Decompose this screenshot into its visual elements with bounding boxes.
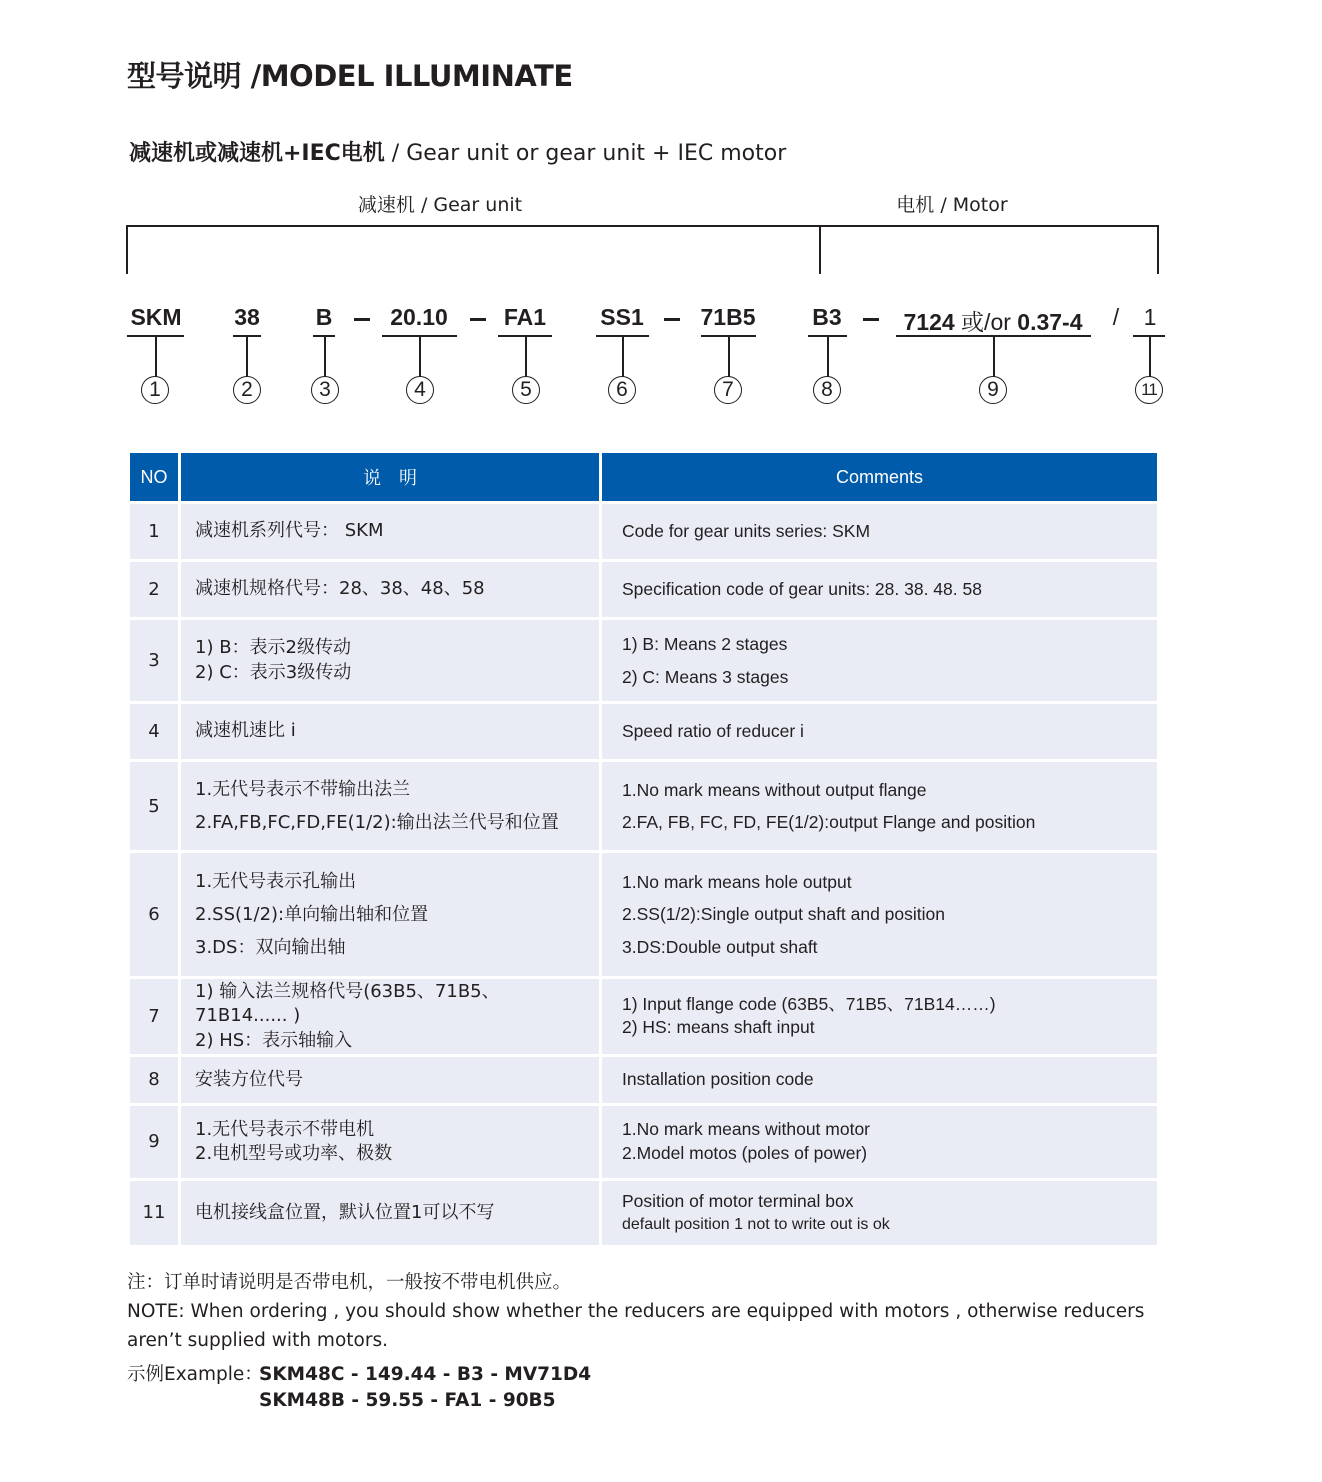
table-row: [130, 562, 1157, 617]
cell-line: Position of motor terminal box: [622, 1191, 854, 1212]
code-motor-or: 或/or: [954, 309, 1018, 335]
cell-line: 2.Model motos (poles of power): [622, 1142, 868, 1163]
row-description-zh: [181, 620, 599, 701]
code-series: SKM: [130, 304, 182, 330]
leader-line: [324, 335, 326, 377]
cell-line: 1) 输入法兰规格代号(63B5、71B5、71B14...... ): [195, 981, 500, 1027]
code-input-flange: 71B5: [700, 304, 756, 330]
row-number: 7: [130, 979, 178, 1054]
header-comments-en: Comments: [602, 453, 1157, 501]
table-row: [130, 853, 1157, 976]
marker-2: 2: [233, 376, 261, 404]
cell-line: 2.SS(1/2):Single output shaft and position: [622, 904, 945, 925]
example-codes: [259, 1362, 591, 1414]
note-en: NOTE: When ordering , you should show whether the reducers are equipped with motors , otherwise reducers aren’t supplied with motors.: [127, 1301, 1145, 1351]
marker-7: 7: [714, 376, 742, 404]
table-row: [130, 1057, 1157, 1103]
group-bracket-left: [126, 225, 128, 274]
row-description-zh: [181, 853, 599, 976]
dash-separator: [863, 318, 879, 321]
row-number: 2: [130, 562, 178, 617]
cell-line: Installation position code: [622, 1069, 814, 1090]
header-no: NO: [130, 453, 178, 501]
row-description-zh: [181, 1057, 599, 1103]
leader-line: [246, 335, 248, 377]
row-number: 5: [130, 762, 178, 850]
code-motor-power: 0.37-4: [1017, 309, 1083, 335]
leader-line: [993, 335, 995, 377]
cell-line: default position 1 not to write out is ok: [622, 1215, 890, 1233]
cell-line: 2.SS(1/2):单向输出轴和位置: [195, 903, 429, 925]
code-output-shaft: SS1: [600, 304, 644, 330]
marker-9: 9: [979, 376, 1007, 404]
cell-line: 1.No mark means without motor: [622, 1119, 871, 1140]
cell-line: 1.No mark means without output flange: [622, 779, 927, 800]
cell-line: 1.无代号表示不带输出法兰: [195, 778, 411, 800]
row-comment-en: [602, 979, 1157, 1054]
marker-5: 5: [512, 376, 540, 404]
marker-6: 6: [608, 376, 636, 404]
example-code: SKM48C - 149.44 - B3 - MV71D4: [259, 1364, 592, 1385]
cell-line: 减速机规格代号：28、38、48、58: [195, 578, 485, 600]
cell-line: 安装方位代号: [195, 1068, 303, 1090]
row-comment-en: [602, 1181, 1157, 1245]
table-row: [130, 979, 1157, 1054]
leader-line: [622, 335, 624, 377]
row-description-zh: [181, 704, 599, 759]
table-header-row: [130, 453, 1157, 501]
code-output-flange: FA1: [503, 304, 547, 330]
row-description-zh: [181, 1106, 599, 1178]
row-number: 6: [130, 853, 178, 976]
cell-line: 2.FA, FB, FC, FD, FE(1/2):output Flange and position: [622, 812, 1036, 832]
row-comment-en: [602, 562, 1157, 617]
cell-line: 1) B：表示2级传动: [195, 637, 351, 659]
code-mounting: B3: [812, 304, 842, 330]
row-number: 8: [130, 1057, 178, 1103]
marker-4: 4: [406, 376, 434, 404]
example-code: SKM48B - 59.55 - FA1 - 90B5: [259, 1390, 556, 1411]
code-stages: B: [315, 304, 333, 330]
row-comment-en: [602, 504, 1157, 559]
cell-line: 减速机系列代号： SKM: [195, 520, 384, 542]
cell-line: Speed ratio of reducer i: [622, 720, 804, 741]
subtitle-bold: 减速机或减速机+IEC电机: [129, 141, 385, 166]
leader-line: [155, 335, 157, 377]
leader-line: [1149, 335, 1151, 377]
cell-line: Code for gear units series: SKM: [622, 520, 871, 541]
row-comment-en: [602, 1106, 1157, 1178]
cell-line: 3.DS：双向输出轴: [195, 937, 346, 959]
cell-line: Specification code of gear units: 28. 38. 48. 58: [622, 578, 982, 599]
marker-1: 1: [141, 376, 169, 404]
example-label: 示例Example：: [127, 1364, 263, 1385]
table-row: [130, 762, 1157, 850]
cell-line: 2.电机型号或功率、极数: [195, 1142, 393, 1164]
leader-line: [419, 335, 421, 377]
group-bracket-divider: [819, 225, 821, 274]
row-comment-en: [602, 1057, 1157, 1103]
row-number: 9: [130, 1106, 178, 1178]
code-ratio: 20.10: [390, 304, 448, 330]
row-description-zh: [181, 762, 599, 850]
cell-line: 2) HS：表示轴输入: [195, 1029, 353, 1051]
cell-line: 2) C: Means 3 stages: [622, 666, 789, 687]
page-subtitle: [129, 136, 786, 167]
note-zh: 注：订单时请说明是否带电机，一般按不带电机供应。: [127, 1272, 572, 1293]
row-comment-en: [602, 704, 1157, 759]
row-description-zh: [181, 1181, 599, 1245]
row-description-zh: [181, 504, 599, 559]
group-bracket-top: [126, 225, 1159, 227]
marker-8: 8: [813, 376, 841, 404]
cell-line: 电机接线盒位置，默认位置1可以不写: [195, 1201, 495, 1223]
row-number: 11: [130, 1181, 178, 1245]
table-row: [130, 620, 1157, 701]
example-section: [127, 1362, 592, 1411]
row-description-zh: [181, 562, 599, 617]
cell-line: 2) C：表示3级传动: [195, 661, 352, 683]
code-size: 38: [234, 304, 260, 330]
header-description-zh: 说 明: [181, 453, 599, 501]
table-row: [130, 1181, 1157, 1245]
row-number: 1: [130, 504, 178, 559]
row-number: 4: [130, 704, 178, 759]
cell-line: 减速机速比 i: [195, 720, 296, 742]
cell-line: 1) Input flange code (63B5、71B5、71B14……): [622, 993, 996, 1014]
code-motor: [903, 304, 1082, 337]
group-bracket-right: [1157, 225, 1159, 274]
marker-3: 3: [311, 376, 339, 404]
marker-11: 11: [1135, 376, 1163, 404]
dash-separator: [354, 318, 370, 321]
row-comment-en: [602, 762, 1157, 850]
leader-line: [525, 335, 527, 377]
row-description-zh: [181, 979, 599, 1054]
table-row: [130, 704, 1157, 759]
subtitle-rest: / Gear unit or gear unit + IEC motor: [384, 141, 787, 166]
cell-line: 1.无代号表示孔输出: [195, 870, 357, 892]
gear-unit-group-label: 减速机 / Gear unit: [357, 194, 523, 216]
row-number: 3: [130, 620, 178, 701]
page-title: 型号说明 /MODEL ILLUMINATE: [127, 59, 573, 93]
motor-group-label: 电机 / Motor: [896, 194, 1008, 216]
model-spec-table: [127, 450, 1160, 1248]
cell-line: 3.DS:Double output shaft: [622, 936, 818, 957]
dash-separator: [664, 318, 680, 321]
table-row: [130, 504, 1157, 559]
cell-line: 2.FA,FB,FC,FD,FE(1/2):输出法兰代号和位置: [195, 812, 559, 833]
cell-line: 1.无代号表示不带电机: [195, 1118, 375, 1140]
cell-line: 2) HS: means shaft input: [622, 1017, 815, 1038]
dash-separator: [470, 318, 486, 321]
row-comment-en: [602, 620, 1157, 701]
leader-line: [827, 335, 829, 377]
row-comment-en: [602, 853, 1157, 976]
code-terminal-box: 1: [1143, 304, 1157, 330]
leader-line: [728, 335, 730, 377]
cell-line: 1) B: Means 2 stages: [622, 634, 788, 655]
code-motor-type: 7124: [903, 309, 955, 335]
table-row: [130, 1106, 1157, 1178]
cell-line: 1.No mark means hole output: [622, 871, 852, 892]
slash-separator: /: [1112, 304, 1120, 330]
order-note: [127, 1268, 1147, 1355]
